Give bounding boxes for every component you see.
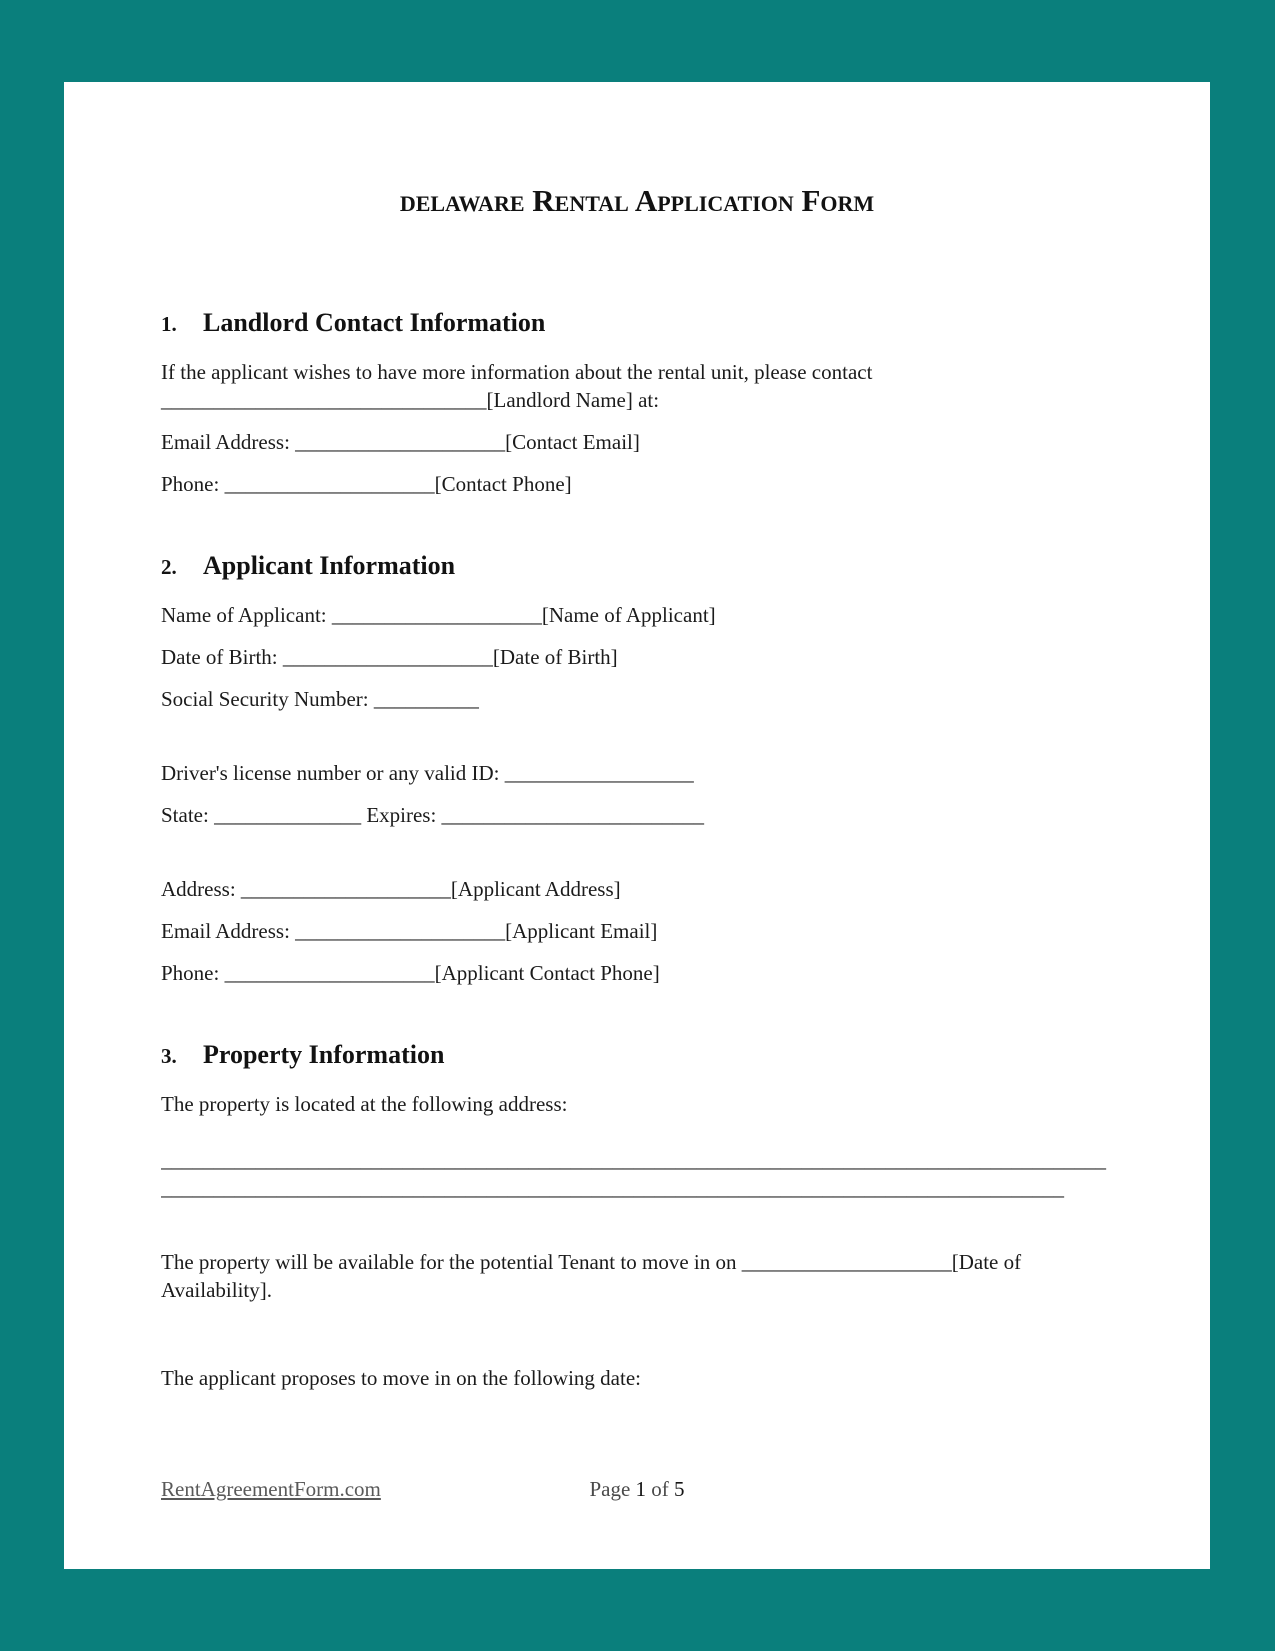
- section-number: 2.: [161, 555, 177, 579]
- applicant-address-field-line: Address: ____________________[Applicant Address]: [161, 877, 621, 901]
- landlord-email-field-line: Email Address: ____________________[Contact Email]: [161, 430, 640, 454]
- applicant-phone-field-line: Phone: ____________________[Applicant Contact Phone]: [161, 961, 660, 985]
- page-number-indicator: [589, 1475, 684, 1503]
- footer-site-link[interactable]: RentAgreementForm.com: [161, 1477, 381, 1501]
- of-word: of: [651, 1477, 669, 1501]
- applicant-name-field-line: Name of Applicant: ____________________[Name of Applicant]: [161, 603, 716, 627]
- applicant-license-field-line: Driver's license number or any valid ID: __________________: [161, 761, 694, 785]
- section-title: Landlord Contact Information: [203, 308, 546, 337]
- page-word: Page: [589, 1477, 631, 1501]
- total-page-count: 5: [674, 1477, 685, 1501]
- document-title: delaware Rental Application Form: [399, 183, 875, 218]
- section-heading-landlord-contact: [161, 307, 1113, 340]
- landlord-contact-intro: If the applicant wishes to have more information about the rental unit, please contact _______________________________[Landlord Name] at:: [161, 360, 873, 412]
- section-number: 1.: [161, 312, 177, 336]
- current-page-number: 1: [635, 1477, 647, 1501]
- landlord-phone-field-line: Phone: ____________________[Contact Phone]: [161, 472, 572, 496]
- property-address-blank-line-2: ______________________________________________________________________________________: [161, 1176, 1064, 1200]
- document-content: [64, 82, 1210, 1392]
- applicant-email-field-line: Email Address: ____________________[Applicant Email]: [161, 919, 658, 943]
- page-footer: [161, 1475, 1113, 1503]
- move-in-proposal-line: The applicant proposes to move in on the following date:: [161, 1366, 641, 1390]
- section-title: Applicant Information: [203, 551, 456, 580]
- property-address-intro: The property is located at the following address:: [161, 1092, 568, 1116]
- section-number: 3.: [161, 1044, 177, 1068]
- applicant-dob-field-line: Date of Birth: ____________________[Date of Birth]: [161, 645, 618, 669]
- section-title: Property Information: [203, 1040, 445, 1069]
- property-address-blank-line-1: __________________________________________________________________________________________: [161, 1148, 1106, 1172]
- property-availability-line: The property will be available for the potential Tenant to move in on ____________________[Date of Availability].: [161, 1250, 1022, 1302]
- property-address-blank-lines: [161, 1146, 1113, 1202]
- applicant-ssn-field-line: Social Security Number: __________: [161, 687, 479, 711]
- section-heading-applicant-information: [161, 550, 1113, 583]
- applicant-license-state-expires-line: State: ______________ Expires: _________________________: [161, 803, 705, 827]
- section-heading-property-information: [161, 1039, 1113, 1072]
- document-page: [64, 82, 1210, 1569]
